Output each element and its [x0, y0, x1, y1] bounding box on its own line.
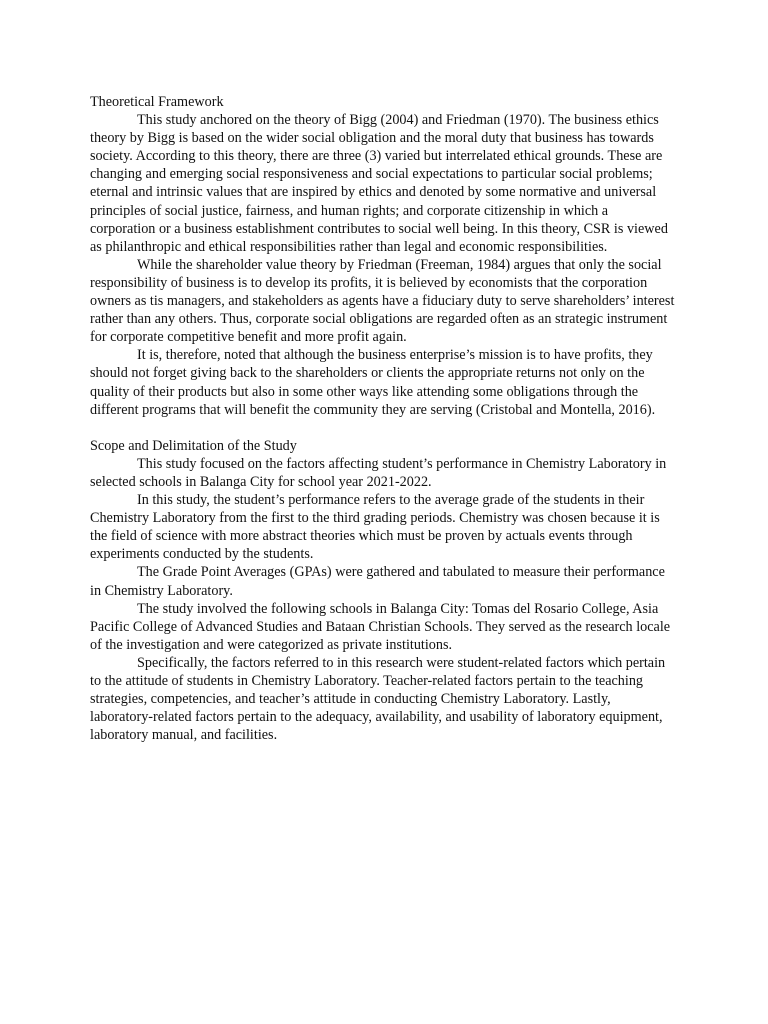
paragraph: The study involved the following schools in Balanga City: Tomas del Rosario College, Asia Pacific College of Advanced Studies and Bataan Christian Schools. They served as the research locale of the investigation and were categorized as private institutions. — [90, 600, 671, 653]
section-spacer — [90, 419, 677, 437]
section-theoretical-framework — [90, 93, 677, 419]
section-heading: Scope and Delimitation of the Study — [90, 437, 297, 454]
paragraph: In this study, the student’s performance refers to the average grade of the students in their Chemistry Laboratory from the first to the third grading periods. Chemistry was chosen because it is the field of science with more abstract theories which must be proven by actuals events through experiments conducted by the students. — [90, 492, 660, 563]
paragraph: It is, therefore, noted that although the business enterprise’s mission is to have profits, they should not forget giving back to the shareholders or clients the appropriate returns not only on the quality of their products but also in some other ways like attending some obligations through the different programs that will benefit the community they are serving (Cristobal and Montella, 2016). — [90, 347, 656, 418]
paragraph: Specifically, the factors referred to in this research were student-related factors which pertain to the attitude of students in Chemistry Laboratory. Teacher-related factors pertain to the teaching strategies, competencies, and teacher’s attitude in conducting Chemistry Laboratory. Lastly, laboratory-related factors pertain to the adequacy, availability, and usability of laboratory equipment, laboratory manual, and facilities. — [90, 654, 666, 744]
paragraph: This study focused on the factors affecting student’s performance in Chemistry Laboratory in selected schools in Balanga City for school year 2021-2022. — [90, 455, 667, 490]
document-page — [90, 93, 677, 744]
paragraph: The Grade Point Averages (GPAs) were gathered and tabulated to measure their performance in Chemistry Laboratory. — [90, 564, 665, 599]
paragraph: While the shareholder value theory by Friedman (Freeman, 1984) argues that only the social responsibility of business is to develop its profits, it is believed by economists that the corporation owners as tis managers, and stakeholders as agents have a fiduciary duty to serve shareholders’ interest rather than any others. Thus, corporate social obligations are regarded often as an strategic instrument for corporate competitive benefit and more profit again. — [90, 256, 675, 346]
section-heading: Theoretical Framework — [90, 94, 224, 110]
section-scope-and-delimitation — [90, 437, 677, 745]
paragraph: This study anchored on the theory of Bigg (2004) and Friedman (1970). The business ethics theory by Bigg is based on the wider social obligation and the moral duty that business has towards society. According to this theory, there are three (3) varied but interrelated ethical grounds. These are changing and emerging social responsiveness and social expectations to particular social problems; eternal and intrinsic values that are inspired by ethics and denoted by some normative and universal principles of social justice, fairness, and human rights; and corporate citizenship in which a corporation or a business establishment contributes to social well being. In this theory, CSR is viewed as philanthropic and ethical responsibilities rather than legal and economic responsibilities. — [90, 112, 668, 255]
